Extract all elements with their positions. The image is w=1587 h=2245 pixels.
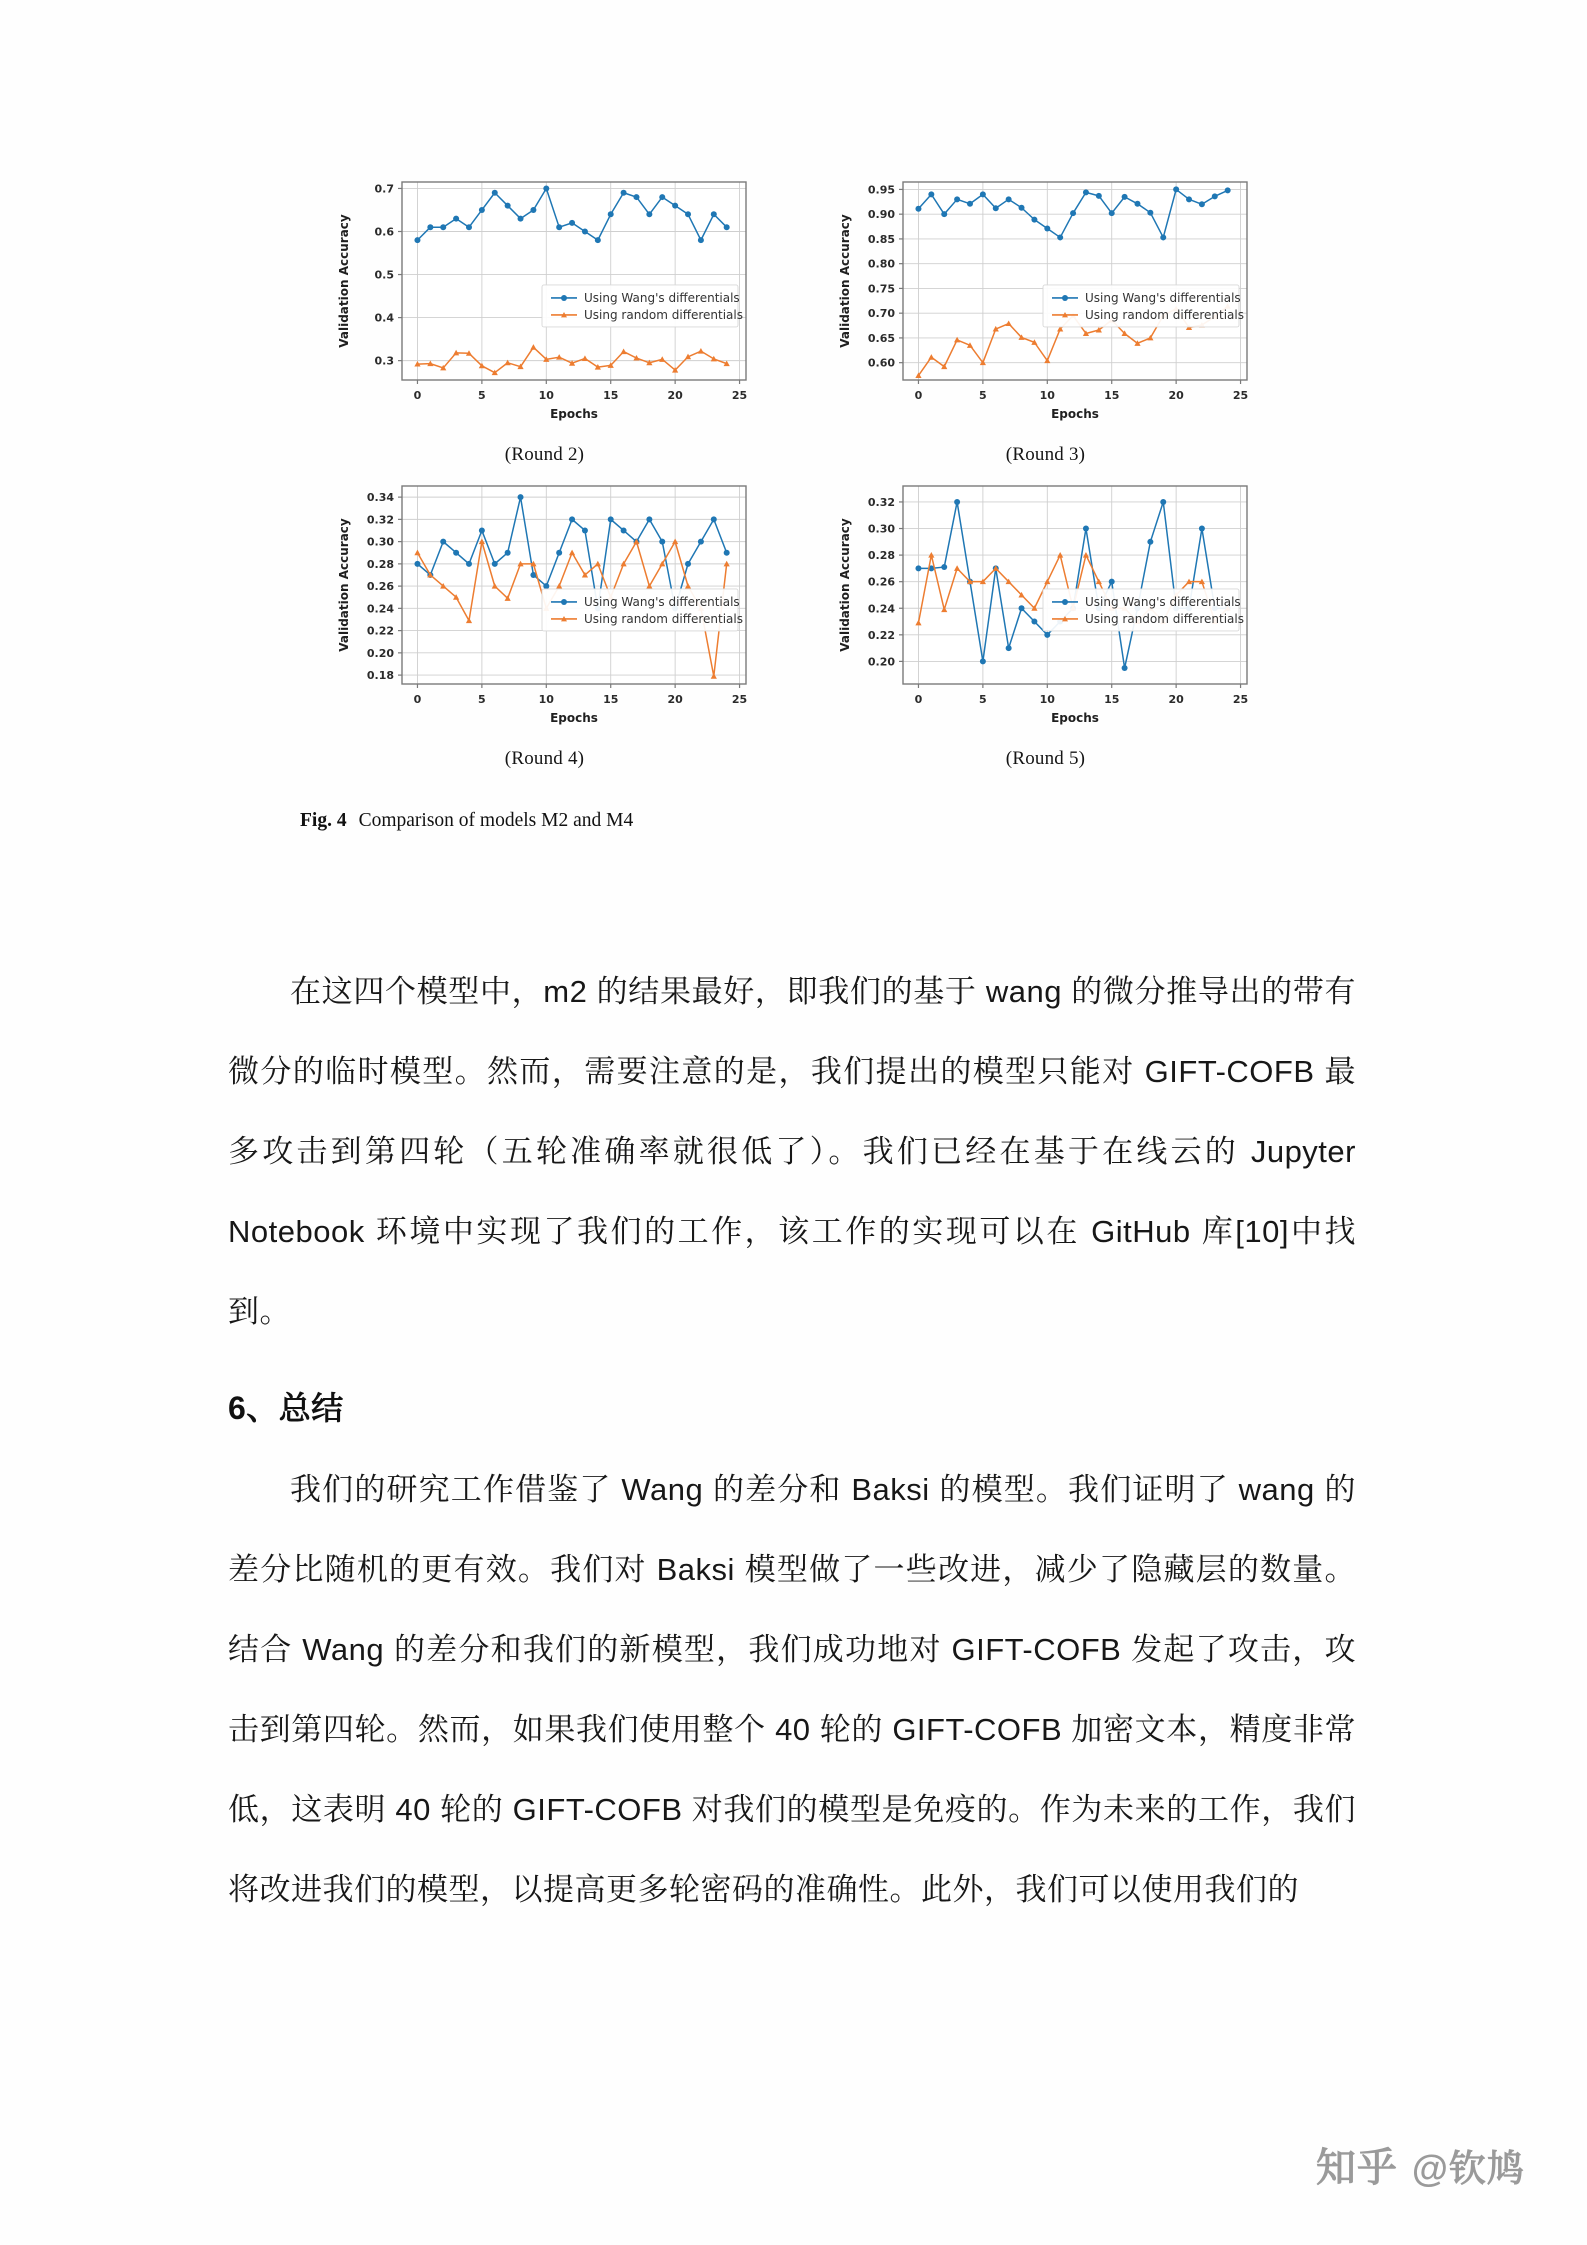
- svg-text:0.4: 0.4: [374, 311, 394, 325]
- svg-text:0.34: 0.34: [366, 491, 394, 505]
- watermark: [1316, 2136, 1525, 2193]
- paragraph-2: 我们的研究工作借鉴了 Wang 的差分和 Baksi 的模型。我们证明了 wang 的差分比随机的更有效。我们对 Baksi 模型做了一些改进，减少了隐藏层的数量。结合 Wang 的差分和我们的新模型，我们成功地对 GIFT-COFB 发起了攻击，攻击到第四轮。然而，如果我们使用整个 40 轮的 GIFT-COFB 加密文本，精度非常低，这表明 40 轮的 GIFT-COFB 对我们的模型是免疫的。作为未来的工作，我们将改进我们的模型，以提高更多轮密码的准确性。此外，我们可以使用我们的: [228, 1472, 1356, 1907]
- svg-text:0.22: 0.22: [867, 628, 895, 642]
- plot-round4: [330, 472, 760, 742]
- svg-text:0.28: 0.28: [366, 557, 394, 571]
- svg-text:0.30: 0.30: [366, 535, 394, 549]
- svg-text:Using Wang's differentials: Using Wang's differentials: [583, 594, 740, 609]
- svg-text:0.90: 0.90: [867, 208, 895, 222]
- body-text: [228, 952, 1356, 1930]
- svg-text:0.70: 0.70: [867, 307, 895, 321]
- chart-cell-round5: [801, 472, 1290, 770]
- svg-text:0.22: 0.22: [366, 624, 394, 638]
- svg-text:0: 0: [914, 389, 922, 402]
- chart-grid: [300, 168, 1290, 770]
- svg-text:0.18: 0.18: [366, 669, 394, 683]
- svg-text:10: 10: [538, 389, 554, 402]
- svg-text:0.80: 0.80: [867, 257, 895, 271]
- svg-text:0.65: 0.65: [867, 331, 895, 345]
- chart-cell-round4: [300, 472, 789, 770]
- round-label-round5: (Round 5): [1005, 748, 1086, 769]
- svg-text:0.32: 0.32: [366, 513, 394, 527]
- svg-text:0.5: 0.5: [374, 268, 394, 282]
- svg-text:Validation Accuracy: Validation Accuracy: [336, 214, 351, 348]
- plot-svg-round2: [330, 168, 760, 438]
- zhihu-logo: 知乎: [1315, 2146, 1398, 2190]
- svg-text:15: 15: [602, 389, 618, 402]
- svg-text:Using Wang's differentials: Using Wang's differentials: [1084, 594, 1241, 609]
- figure-caption-number: Fig. 4: [300, 810, 347, 831]
- plot-svg-round4: [330, 472, 760, 742]
- svg-text:0.3: 0.3: [374, 354, 394, 368]
- svg-text:Using random differentials: Using random differentials: [583, 307, 743, 322]
- watermark-handle: @钦鸠: [1411, 2147, 1525, 2189]
- svg-text:Using Wang's differentials: Using Wang's differentials: [583, 290, 740, 305]
- svg-text:25: 25: [1232, 693, 1248, 706]
- svg-text:Using Wang's differentials: Using Wang's differentials: [1084, 290, 1241, 305]
- round-label-round3: (Round 3): [1005, 444, 1086, 465]
- svg-text:0.24: 0.24: [366, 602, 394, 616]
- section-heading-6: 6、总结: [228, 1390, 344, 1426]
- plot-round2: [330, 168, 760, 438]
- svg-text:Validation Accuracy: Validation Accuracy: [837, 518, 852, 652]
- svg-text:20: 20: [1167, 693, 1184, 706]
- svg-text:15: 15: [1103, 693, 1119, 706]
- svg-text:0.20: 0.20: [366, 646, 394, 660]
- svg-text:5: 5: [477, 389, 486, 402]
- round-label-round4: (Round 4): [504, 748, 585, 769]
- svg-text:0: 0: [914, 693, 922, 706]
- svg-text:Using random differentials: Using random differentials: [1084, 611, 1244, 626]
- svg-text:10: 10: [1039, 389, 1055, 402]
- round-label-round2: (Round 2): [504, 444, 585, 465]
- svg-text:25: 25: [1232, 389, 1248, 402]
- svg-text:Epochs: Epochs: [1050, 407, 1099, 421]
- svg-text:Epochs: Epochs: [1050, 711, 1099, 725]
- svg-text:0.26: 0.26: [867, 575, 895, 589]
- svg-text:Validation Accuracy: Validation Accuracy: [336, 518, 351, 652]
- figure-caption-text: Comparison of models M2 and M4: [358, 810, 634, 831]
- svg-text:0.85: 0.85: [867, 232, 895, 246]
- chart-cell-round2: [300, 168, 789, 466]
- svg-text:0.32: 0.32: [867, 495, 895, 509]
- svg-text:0.75: 0.75: [867, 282, 895, 296]
- plot-svg-round3: [831, 168, 1261, 438]
- svg-text:10: 10: [1039, 693, 1055, 706]
- figure-4: [300, 168, 1290, 832]
- svg-text:0.24: 0.24: [867, 602, 895, 616]
- svg-text:15: 15: [602, 693, 618, 706]
- svg-text:10: 10: [538, 693, 554, 706]
- svg-text:Using random differentials: Using random differentials: [1084, 307, 1244, 322]
- figure-caption: [300, 810, 1290, 832]
- svg-text:0.20: 0.20: [867, 655, 895, 669]
- svg-text:20: 20: [1167, 389, 1184, 402]
- svg-text:0.6: 0.6: [374, 225, 394, 239]
- svg-text:20: 20: [666, 693, 683, 706]
- svg-text:0.7: 0.7: [374, 182, 394, 196]
- svg-text:0.30: 0.30: [867, 522, 895, 536]
- svg-text:Epochs: Epochs: [549, 711, 598, 725]
- svg-text:0.28: 0.28: [867, 549, 895, 563]
- plot-round3: [831, 168, 1261, 438]
- svg-text:0.26: 0.26: [366, 580, 394, 594]
- svg-text:0.95: 0.95: [867, 183, 895, 197]
- paragraph-1: 在这四个模型中，m2 的结果最好，即我们的基于 wang 的微分推导出的带有微分的临时模型。然而，需要注意的是，我们提出的模型只能对 GIFT-COFB 最多攻击到第四轮（五轮准确率就很低了）。我们已经在基于在线云的 Jupyter Notebook 环境中实现了我们的工作，该工作的实现可以在 GitHub 库[10]中找到。: [228, 974, 1356, 1329]
- svg-text:0: 0: [413, 389, 421, 402]
- svg-text:5: 5: [978, 389, 987, 402]
- plot-round5: [831, 472, 1261, 742]
- svg-text:Using random differentials: Using random differentials: [583, 611, 743, 626]
- svg-text:Epochs: Epochs: [549, 407, 598, 421]
- svg-text:25: 25: [731, 693, 747, 706]
- svg-text:20: 20: [666, 389, 683, 402]
- chart-cell-round3: [801, 168, 1290, 466]
- svg-text:0.60: 0.60: [867, 356, 895, 370]
- svg-text:25: 25: [731, 389, 747, 402]
- svg-text:Validation Accuracy: Validation Accuracy: [837, 214, 852, 348]
- svg-text:0: 0: [413, 693, 421, 706]
- svg-text:5: 5: [477, 693, 486, 706]
- plot-svg-round5: [831, 472, 1261, 742]
- svg-text:5: 5: [978, 693, 987, 706]
- svg-text:15: 15: [1103, 389, 1119, 402]
